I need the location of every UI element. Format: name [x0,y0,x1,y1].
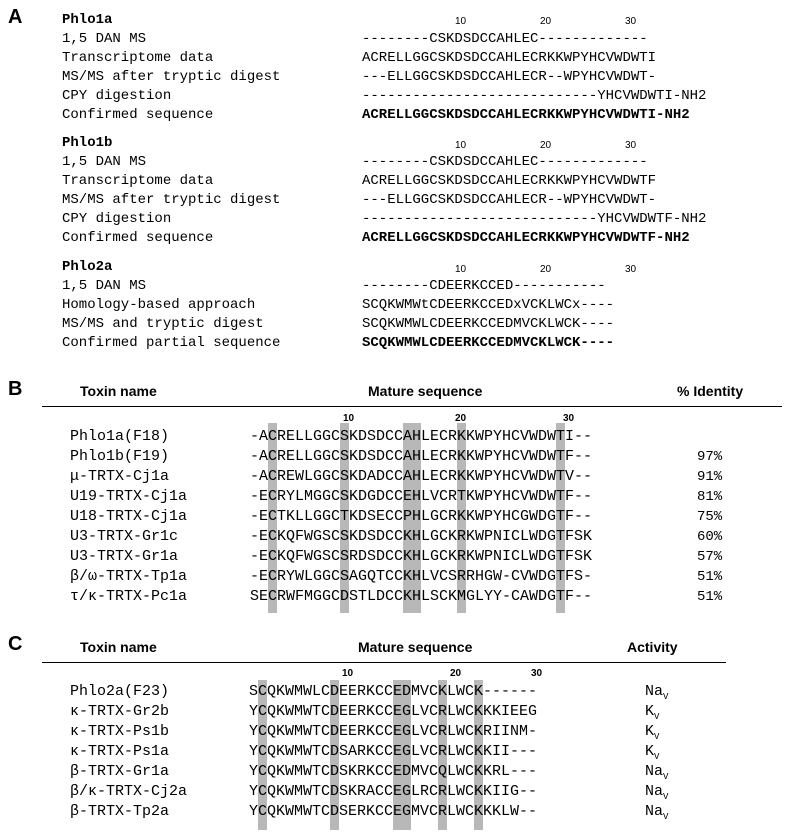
toxin-name: Phlo2a(F23) [70,683,170,700]
tick-10: 10 [455,264,467,275]
activity-value: $Na_V$ [645,783,669,802]
row-label: Transcriptome data [62,50,214,66]
tick-10: 10 [455,140,467,151]
header-rule [42,406,782,407]
toxin-name: U3-TRTX-Gr1a [70,548,179,565]
group-title-phlo1a: Phlo1a [62,12,113,28]
row-sequence: --------CDEERKCCED----------- [362,278,606,294]
mature-sequence: -ACREWLGGCSKDADCCAHLECRKKWPYHCVWDWTV-- [250,468,593,485]
row-label: Confirmed sequence [62,230,214,246]
activity-value: $Na_V$ [645,763,669,782]
identity-value: 60% [697,529,723,545]
group-title-phlo2a: Phlo2a [62,259,113,275]
identity-value: 81% [697,489,723,505]
toxin-name: κ-TRTX-Ps1a [70,743,170,760]
mature-sequence: -ECTKLLGGCTKDSECCPHLGCRKKWPYHCGWDGTF-- [250,508,593,525]
identity-value: 51% [697,589,723,605]
mature-sequence: -ECKQFWGSCSRDSDCCKHLGCKRKWPNICLWDGTFSK [250,548,593,565]
header-toxin-name: Toxin name [80,639,157,655]
mature-sequence: -ECKQFWGSCSKDSDCCKHLGCKRKWPNICLWDGTFSK [250,528,593,545]
row-label: CPY digestion [62,88,172,104]
row-label: Confirmed partial sequence [62,335,281,351]
activity-value: $Na_V$ [645,803,669,822]
mature-sequence: -ACRELLGGCSKDSDCCAHLECRKKWPYHCVWDWTF-- [250,448,593,465]
tick-20: 20 [455,413,467,424]
row-sequence: ---ELLGGCSKDSDCCAHLECR--WPYHCVWDWT- [362,192,657,208]
mature-sequence: YCQKWMWTCDEERKCCEGLVCRLWCKRIINM- [249,723,538,740]
toxin-name: Phlo1b(F19) [70,448,170,465]
tick-30: 30 [625,264,637,275]
tick-20: 20 [540,16,552,27]
row-sequence: SCQKWMWtCDEERKCCEDxVCKLWCx---- [362,297,615,313]
mature-sequence: YCQKWMWTCDSARKCCEGLVCRLWCKKII--- [249,743,538,760]
tick-10: 10 [455,16,467,27]
tick-20: 20 [540,264,552,275]
row-label: Confirmed sequence [62,107,214,123]
tick-10: 10 [343,413,355,424]
mature-sequence: YCQKWMWTCDSERKCCEGMVCRLWCKKKLW-- [249,803,538,820]
mature-sequence: SCQKWMWLCDEERKCCEDMVCKLWCK------ [249,683,538,700]
toxin-name: U3-TRTX-Gr1c [70,528,179,545]
row-label: MS/MS after tryptic digest [62,69,281,85]
toxin-name: β-TRTX-Gr1a [70,763,170,780]
panel-b-letter: B [8,378,23,400]
mature-sequence: YCQKWMWTCDEERKCCEGLVCRLWCKKKIEEG [249,703,538,720]
row-label: MS/MS and tryptic digest [62,316,264,332]
activity-value: $K_V$ [645,703,660,722]
row-label: 1,5 DAN MS [62,154,147,170]
tick-20: 20 [450,668,462,679]
tick-30: 30 [625,16,637,27]
toxin-name: κ-TRTX-Gr2b [70,703,170,720]
row-label: CPY digestion [62,211,172,227]
tick-30: 30 [625,140,637,151]
row-label: Homology-based approach [62,297,256,313]
tick-10: 10 [342,668,354,679]
activity-value: $K_V$ [645,723,660,742]
mature-sequence: -ECRYLMGGCSKDGDCCEHLVCRTKWPYHCVWDWTF-- [250,488,593,505]
group-title-phlo1b: Phlo1b [62,135,113,151]
row-sequence: ACRELLGGCSKDSDCCAHLECRKKWPYHCVWDWTF [362,173,657,189]
mature-sequence: -ACRELLGGCSKDSDCCAHLECRKKWPYHCVWDWTI-- [250,428,593,445]
mature-sequence: YCQKWMWTCDSKRACCEGLRCRLWCKKIIG-- [249,783,538,800]
panel-c-letter: C [8,633,23,655]
header-toxin-name: Toxin name [80,383,157,399]
row-sequence: ACRELLGGCSKDSDCCAHLECRKKWPYHCVWDWTI [362,50,657,66]
panel-a-letter: A [8,6,23,28]
row-sequence: --------CSKDSDCCAHLEC------------- [362,154,648,170]
mature-sequence: YCQKWMWTCDSKRKCCEDMVCQLWCKKRL--- [249,763,538,780]
confirmed-sequence: SCQKWMWLCDEERKCCEDMVCKLWCK---- [362,335,615,351]
header-activity: Activity [627,639,678,655]
tick-30: 30 [563,413,575,424]
confirmed-sequence: ACRELLGGCSKDSDCCAHLECRKKWPYHCVWDWTF-NH2 [362,230,690,246]
toxin-name: U18-TRTX-Cj1a [70,508,188,525]
mature-sequence: -ECRYWLGGCSAGQTCCKHLVCSRRHGW-CVWDGTFS- [250,568,593,585]
confirmed-sequence: ACRELLGGCSKDSDCCAHLECRKKWPYHCVWDWTI-NH2 [362,107,690,123]
toxin-name: μ-TRTX-Cj1a [70,468,170,485]
row-sequence: ---ELLGGCSKDSDCCAHLECR--WPYHCVWDWT- [362,69,657,85]
row-sequence: SCQKWMWLCDEERKCCEDMVCKLWCK---- [362,316,615,332]
header-identity: % Identity [677,383,744,399]
row-sequence: ----------------------------YHCVWDWTI-NH2 [362,88,707,104]
header-mature-sequence: Mature sequence [368,383,483,399]
toxin-name: β-TRTX-Tp2a [70,803,170,820]
row-label: MS/MS after tryptic digest [62,192,281,208]
toxin-name: κ-TRTX-Ps1b [70,723,170,740]
row-label: Transcriptome data [62,173,214,189]
identity-value: 91% [697,469,723,485]
header-mature-sequence: Mature sequence [358,639,473,655]
activity-value: $K_V$ [645,743,660,762]
toxin-name: Phlo1a(F18) [70,428,170,445]
toxin-name: τ/κ-TRTX-Pc1a [70,588,188,605]
row-label: 1,5 DAN MS [62,278,147,294]
toxin-name: β/ω-TRTX-Tp1a [70,568,188,585]
identity-value: 57% [697,549,723,565]
row-sequence: ----------------------------YHCVWDWTF-NH2 [362,211,707,227]
identity-value: 97% [697,449,723,465]
activity-value: $Na_V$ [645,683,669,702]
tick-30: 30 [531,668,543,679]
mature-sequence: SECRWFMGGCDSTLDCCKHLSCKMGLYY-CAWDGTF-- [250,588,593,605]
toxin-name: β/κ-TRTX-Cj2a [70,783,188,800]
toxin-name: U19-TRTX-Cj1a [70,488,188,505]
tick-20: 20 [540,140,552,151]
row-sequence: --------CSKDSDCCAHLEC------------- [362,31,648,47]
row-label: 1,5 DAN MS [62,31,147,47]
header-rule [42,662,726,663]
identity-value: 75% [697,509,723,525]
identity-value: 51% [697,569,723,585]
